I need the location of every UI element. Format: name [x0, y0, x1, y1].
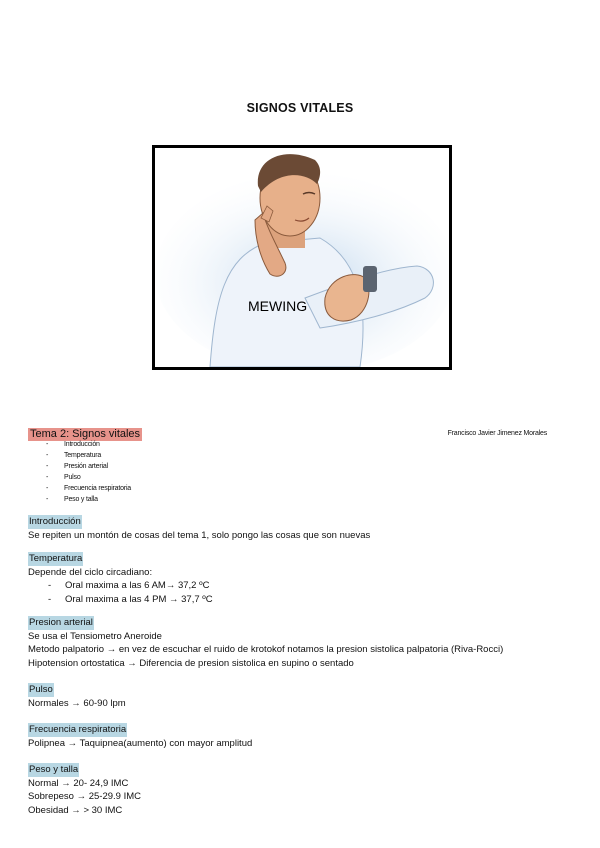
topic-item: - Peso y talla [46, 495, 131, 506]
section-text: Se repiten un montón de cosas del tema 1, solo pongo las cosas que son nuevas [28, 529, 371, 541]
section-introduccion [28, 515, 370, 542]
section-text: Obesidad → > 30 IMC [28, 804, 123, 816]
section-heading: Presion arterial [29, 617, 93, 628]
section-peso-y-talla [28, 763, 141, 817]
section-heading: Pulso [29, 684, 53, 695]
section-presion-arterial [28, 616, 503, 670]
topic-item: - Frecuencia respiratoria [46, 484, 131, 495]
list-item: - Oral maxima a las 6 AM→ 37,2 ºC [28, 579, 213, 593]
man-checking-pulse-illustration [155, 148, 449, 367]
section-text: Polipnea → Taquipnea(aumento) con mayor amplitud [28, 737, 253, 749]
topic-item: - Pulso [46, 473, 131, 484]
topic-item: - Presión arterial [46, 462, 131, 473]
topic-item: - Temperatura [46, 451, 131, 462]
topic-item: - Introducción [46, 440, 131, 451]
page-title: SIGNOS VITALES [246, 101, 354, 115]
section-text: Depende del ciclo circadiano: [28, 566, 153, 578]
section-heading: Frecuencia respiratoria [29, 724, 127, 735]
temperature-list [28, 579, 213, 606]
illustration-frame [152, 145, 452, 370]
section-text: Metodo palpatorio → en vez de escuchar el ruido de krotokof notamos la presion sistolica palpatoria (Riva-Rocci) [28, 644, 504, 655]
topic-header: Tema 2: Signos vitales [30, 428, 141, 440]
author-name: Francisco Javier Jimenez Morales [447, 430, 547, 437]
section-temperatura [28, 552, 213, 606]
section-text: Hipotension ortostatica → Diferencia de presion sistolica en supino o sentado [28, 657, 354, 669]
section-pulso [28, 683, 126, 710]
section-text: Normales → 60-90 lpm [28, 697, 126, 709]
section-heading: Temperatura [29, 553, 83, 564]
section-text: Normal → 20- 24,9 IMC [28, 777, 129, 789]
section-heading: Introducción [29, 516, 81, 527]
section-frecuencia-respiratoria [28, 723, 252, 750]
section-text: Sobrepeso → 25-29.9 IMC [28, 791, 142, 802]
figure-caption: MEWING [248, 298, 308, 314]
section-heading: Peso y talla [29, 764, 79, 775]
topic-list [46, 440, 131, 505]
list-item: - Oral maxima a las 4 PM → 37,7 ºC [28, 593, 213, 607]
section-text: Se usa el Tensiometro Aneroide [28, 630, 162, 642]
